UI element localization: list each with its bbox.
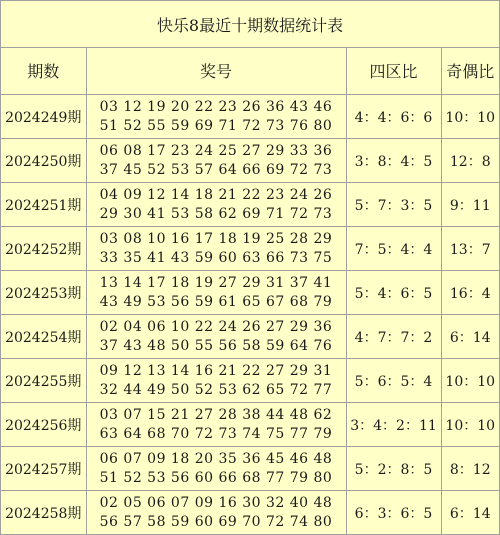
period-cell: 2024249期 xyxy=(1,95,86,139)
numbers-line-2: 33 35 41 43 59 60 63 66 73 75 xyxy=(99,249,333,266)
zone-ratio-cell: 3：8：4：5 xyxy=(346,139,441,183)
odd-even-cell: 6：14 xyxy=(441,491,499,535)
zone-ratio-cell: 4：4：6：6 xyxy=(346,95,441,139)
numbers-cell xyxy=(86,315,346,359)
numbers-line-2: 37 43 48 50 55 56 58 59 64 76 xyxy=(99,337,333,354)
numbers-cell xyxy=(86,447,346,491)
odd-even-cell: 6：14 xyxy=(441,315,499,359)
zone-ratio-cell: 3：4：2：11 xyxy=(346,403,441,447)
numbers-cell xyxy=(86,227,346,271)
numbers-line-1: 09 12 13 14 16 21 22 27 29 31 xyxy=(99,362,333,379)
numbers-line-2: 29 30 41 53 58 62 69 71 72 73 xyxy=(99,205,333,222)
odd-even-cell: 9：11 xyxy=(441,183,499,227)
period-cell: 2024252期 xyxy=(1,227,86,271)
zone-ratio-cell: 6：3：6：5 xyxy=(346,491,441,535)
numbers-cell xyxy=(86,271,346,315)
numbers-line-2: 32 44 49 50 52 53 62 65 72 77 xyxy=(99,381,333,398)
odd-even-cell: 12：8 xyxy=(441,139,499,183)
zone-ratio-cell: 5：6：5：4 xyxy=(346,359,441,403)
numbers-line-2: 63 64 68 70 72 73 74 75 77 79 xyxy=(99,425,333,442)
table-row xyxy=(1,359,499,403)
numbers-line-1: 02 04 06 10 22 24 26 27 29 36 xyxy=(99,318,333,335)
table-row xyxy=(1,139,499,183)
odd-even-cell: 16：4 xyxy=(441,271,499,315)
zone-ratio-cell: 5：2：8：5 xyxy=(346,447,441,491)
period-cell: 2024257期 xyxy=(1,447,86,491)
numbers-line-1: 03 12 19 20 22 23 26 36 43 46 xyxy=(99,98,333,115)
odd-even-cell: 10：10 xyxy=(441,403,499,447)
odd-even-cell: 10：10 xyxy=(441,95,499,139)
numbers-line-1: 03 07 15 21 27 28 38 44 48 62 xyxy=(99,406,333,423)
numbers-line-2: 51 52 53 56 60 66 68 77 79 80 xyxy=(99,469,333,486)
odd-even-cell: 13：7 xyxy=(441,227,499,271)
numbers-line-2: 51 52 55 59 69 71 72 73 76 80 xyxy=(99,117,333,134)
period-cell: 2024251期 xyxy=(1,183,86,227)
stats-table xyxy=(1,47,499,534)
numbers-line-1: 13 14 17 18 19 27 29 31 37 41 xyxy=(99,274,333,291)
period-cell: 2024250期 xyxy=(1,139,86,183)
zone-ratio-cell: 7：5：4：4 xyxy=(346,227,441,271)
numbers-cell xyxy=(86,95,346,139)
table-row xyxy=(1,491,499,535)
odd-even-cell: 10：10 xyxy=(441,359,499,403)
zone-ratio-cell: 5：4：6：5 xyxy=(346,271,441,315)
numbers-line-1: 06 07 09 18 20 35 36 45 46 48 xyxy=(99,450,333,467)
zone-ratio-cell: 4：7：7：2 xyxy=(346,315,441,359)
table-row xyxy=(1,315,499,359)
numbers-line-1: 06 08 17 23 24 25 27 29 33 36 xyxy=(99,142,333,159)
numbers-line-1: 03 08 10 16 17 18 19 25 28 29 xyxy=(99,230,333,247)
table-row xyxy=(1,271,499,315)
table-row xyxy=(1,95,499,139)
header-numbers: 奖号 xyxy=(86,47,346,95)
numbers-cell xyxy=(86,139,346,183)
table-row xyxy=(1,403,499,447)
numbers-cell xyxy=(86,359,346,403)
zone-ratio-cell: 5：7：3：5 xyxy=(346,183,441,227)
table-row xyxy=(1,183,499,227)
numbers-cell xyxy=(86,183,346,227)
numbers-line-1: 02 05 06 07 09 16 30 32 40 48 xyxy=(99,494,333,511)
numbers-cell xyxy=(86,403,346,447)
numbers-line-2: 43 49 53 56 59 61 65 67 68 79 xyxy=(99,293,333,310)
numbers-line-1: 04 09 12 14 18 21 22 23 24 26 xyxy=(99,186,333,203)
numbers-line-2: 37 45 52 53 57 64 66 69 72 73 xyxy=(99,161,333,178)
table-title: 快乐8最近十期数据统计表 xyxy=(1,1,499,48)
table-row xyxy=(1,447,499,491)
period-cell: 2024255期 xyxy=(1,359,86,403)
table-row xyxy=(1,227,499,271)
header-row xyxy=(1,47,499,95)
header-zone-ratio: 四区比 xyxy=(346,47,441,95)
period-cell: 2024254期 xyxy=(1,315,86,359)
numbers-line-2: 56 57 58 59 60 69 70 72 74 80 xyxy=(99,513,333,530)
header-odd-even: 奇偶比 xyxy=(441,47,499,95)
header-period: 期数 xyxy=(1,47,86,95)
period-cell: 2024256期 xyxy=(1,403,86,447)
odd-even-cell: 8：12 xyxy=(441,447,499,491)
period-cell: 2024258期 xyxy=(1,491,86,535)
period-cell: 2024253期 xyxy=(1,271,86,315)
numbers-cell xyxy=(86,491,346,535)
